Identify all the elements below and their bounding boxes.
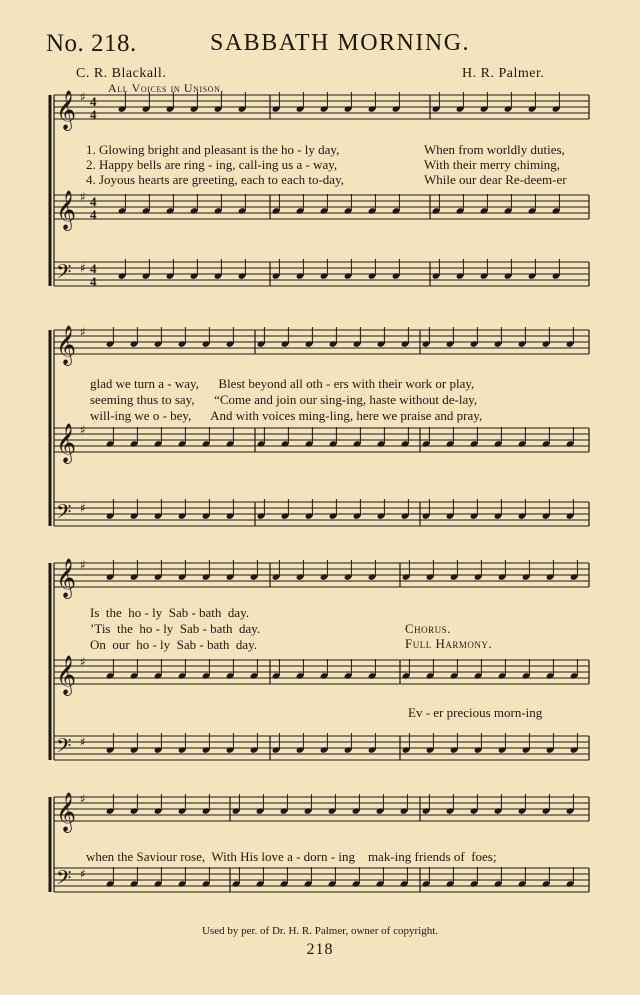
lyric-verse-4-line-3: On our ho - ly Sab - bath day.	[90, 637, 258, 652]
key-sharp-icon: ♯	[80, 867, 86, 881]
page-number: 218	[306, 941, 334, 958]
time-signature-bottom: 4	[90, 107, 97, 122]
lyric-verse-2-line-1a: 2. Happy bells are ring - ing, call-ing us a - way,	[86, 157, 338, 172]
hymn-number: No. 218.	[46, 30, 137, 57]
key-sharp-icon: ♯	[80, 90, 86, 104]
treble-clef-icon: 𝄞	[56, 90, 77, 130]
key-sharp-icon: ♯	[80, 792, 86, 806]
chorus-label: Chorus.	[405, 621, 451, 636]
copyright-notice: Used by per. of Dr. H. R. Palmer, owner of copyright.	[201, 925, 439, 937]
time-signature-top: 4	[90, 261, 97, 276]
bass-clef-icon: 𝄢	[56, 866, 72, 894]
lyric-verse-2-line-1b: With their merry chiming,	[424, 157, 560, 172]
bass-clef-icon: 𝄢	[56, 260, 72, 288]
time-signature-bottom: 4	[90, 207, 97, 222]
lyric-verse-2-line-2: seeming thus to say, “Come and join our sing-ing, haste without de-lay,	[90, 392, 478, 407]
chorus-lyric-line-2: when the Saviour rose, With His love a - dorn - ing mak-ing friends of foes;	[86, 849, 497, 864]
key-sharp-icon: ♯	[80, 655, 86, 669]
treble-clef-icon: 𝄞	[56, 558, 77, 598]
treble-clef-icon: 𝄞	[56, 792, 77, 832]
lyric-verse-4-line-2: will-ing we o - bey, And with voices ming-ling, here we praise and pray,	[90, 408, 483, 423]
treble-clef-icon: 𝄞	[56, 325, 77, 365]
hymn-title: SABBATH MORNING.	[210, 30, 471, 56]
harmony-label: Full Harmony.	[405, 636, 493, 651]
bass-clef-icon: 𝄢	[56, 734, 72, 762]
time-signature-bottom: 4	[90, 274, 97, 289]
key-sharp-icon: ♯	[80, 261, 86, 275]
key-sharp-icon: ♯	[80, 735, 86, 749]
lyricist: C. R. Blackall.	[76, 66, 167, 81]
key-sharp-icon: ♯	[80, 325, 86, 339]
lyric-verse-1-line-1b: When from worldly duties,	[424, 142, 565, 157]
time-signature-top: 4	[90, 194, 97, 209]
key-sharp-icon: ♯	[80, 501, 86, 515]
composer: H. R. Palmer.	[462, 66, 545, 81]
chorus-lyric-line-1: Ev - er precious morn-ing	[408, 705, 543, 720]
bass-clef-icon: 𝄢	[56, 500, 72, 528]
treble-clef-icon: 𝄞	[56, 655, 77, 695]
lyric-verse-1-line-3: Is the ho - ly Sab - bath day.	[90, 605, 250, 620]
lyric-verse-2-line-3: ’Tis the ho - ly Sab - bath day.	[90, 621, 261, 636]
lyric-verse-1-line-1a: 1. Glowing bright and pleasant is the ho - ly day,	[86, 142, 340, 157]
key-sharp-icon: ♯	[80, 190, 86, 204]
lyric-verse-4-line-1a: 4. Joyous hearts are greeting, each to each to-day,	[86, 172, 344, 187]
performance-direction: All Voices in Unison.	[108, 81, 225, 95]
key-sharp-icon: ♯	[80, 558, 86, 572]
time-signature-top: 4	[90, 94, 97, 109]
lyric-verse-4-line-1b: While our dear Re-deem-er	[424, 172, 567, 187]
lyric-verse-1-line-2: glad we turn a - way, Blest beyond all oth - ers with their work or play,	[90, 376, 475, 391]
treble-clef-icon: 𝄞	[56, 190, 77, 230]
key-sharp-icon: ♯	[80, 423, 86, 437]
treble-clef-icon: 𝄞	[56, 423, 77, 463]
